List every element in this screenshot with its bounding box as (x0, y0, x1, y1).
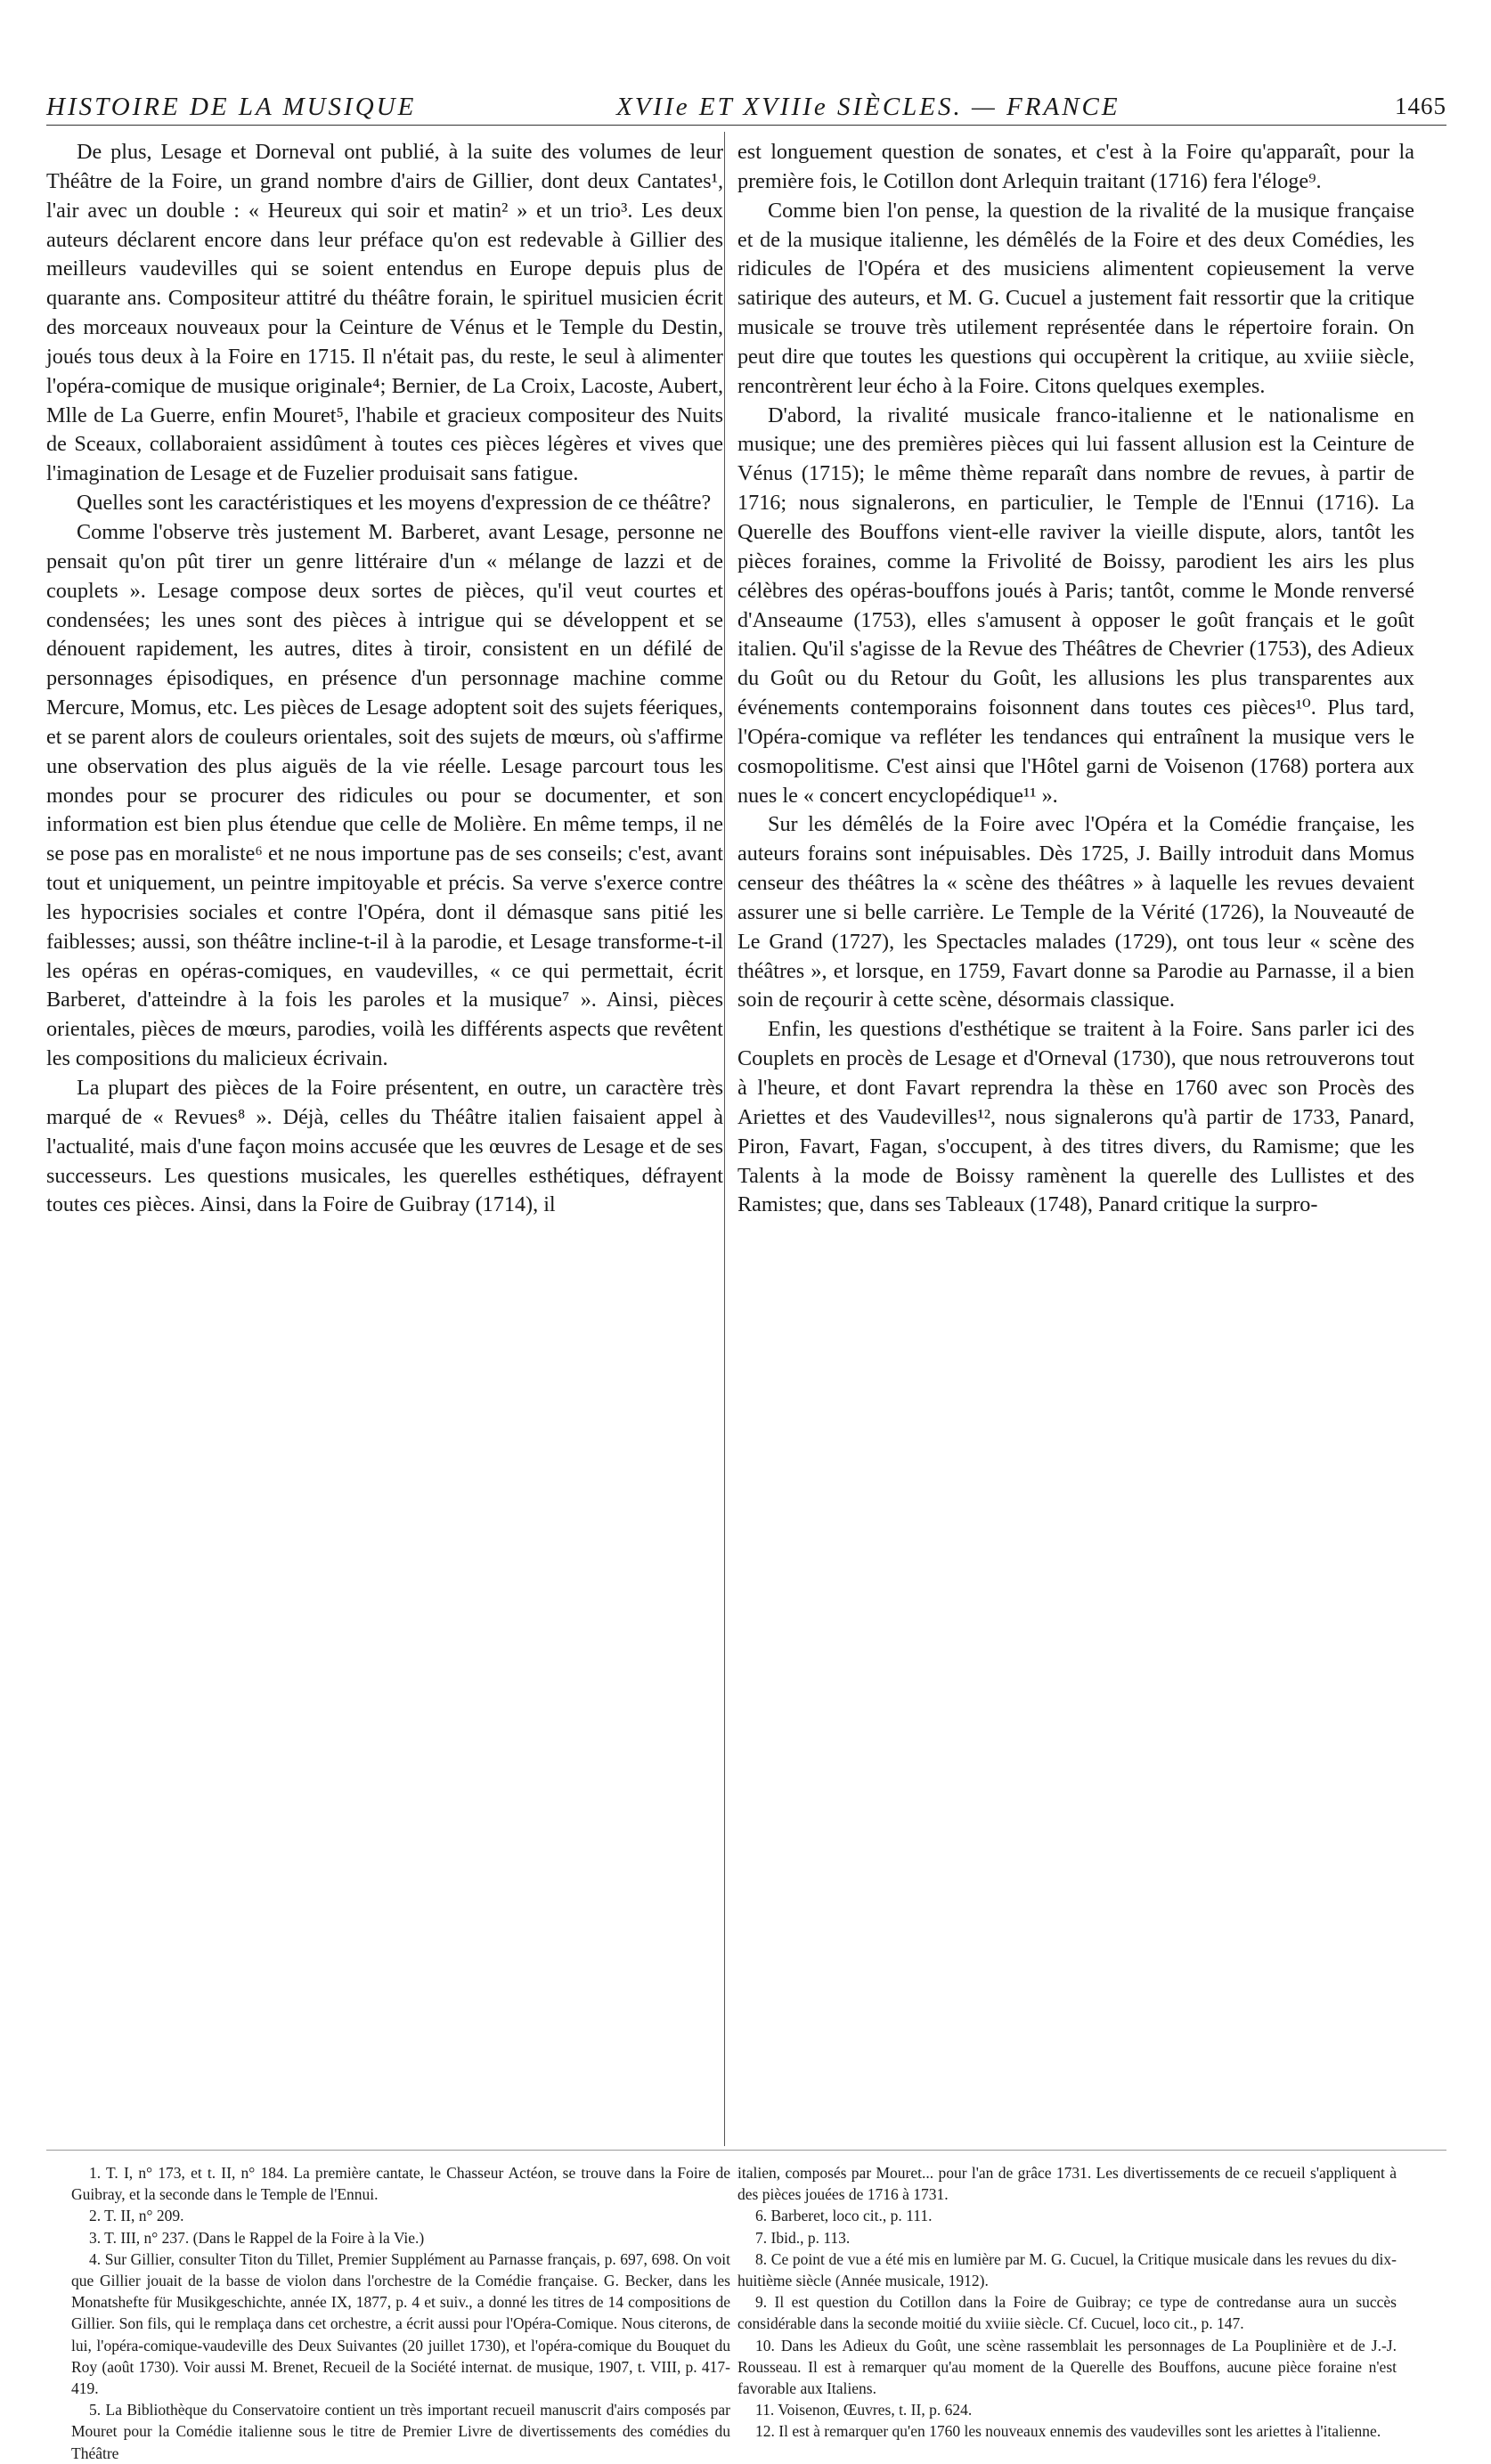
page-number: 1465 (1395, 93, 1446, 119)
paragraph: Quelles sont les caractéristiques et les moyens d'expression de ce théâtre? (77, 491, 712, 516)
header-title: HISTOIRE DE LA MUSIQUE (46, 93, 417, 121)
paragraph: Enfin, les questions d'esthétique se traitent à la Foire. Sans parler ici des Couplets en procès de Lesage et d'Orneval (1730), que nous retrouverons tout à l'heure, et dont Favart reprendra la thèse en 1760 avec son Procès des Ariettes et des Vaudevilles¹², nous signalerons qu'à partir de 1733, Panard, Piron, Favart, Fagan, s'occupent, à des titres divers, du Ramisme; que les Talents à la mode de Boissy ramènent la querelle des Lullistes et des Ramistes; que, dans ses Tableaux (1748), Panard critique la surpro- (737, 1017, 1414, 1217)
footnote: 6. Barberet, loco cit., p. 111. (755, 2207, 933, 2225)
footnote: 10. Dans les Adieux du Goût, une scène rassemblait les personnages de La Pouplinière et de J.-J. Rousseau. Il est à remarquer qu'au moment de la Querelle des Bouffons, aucune pièce foraine n'est favorable aux Italiens. (737, 2336, 1397, 2398)
footnote: 1. T. I, n° 173, et t. II, n° 184. La première cantate, le Chasseur Actéon, se trouve dans la Foire de Guibray, et la seconde dans le Temple de l'Ennui. (71, 2164, 730, 2204)
column-divider (724, 132, 725, 2146)
footnotes-left (71, 2162, 730, 2464)
footnote: 12. Il est à remarquer qu'en 1760 les nouveaux ennemis des vaudevilles sont les ariettes à l'italienne. (755, 2422, 1381, 2441)
footnote: 8. Ce point de vue a été mis en lumière par M. G. Cucuel, la Critique musicale dans les revues du dix-huitième siècle (Année musicale, 1912). (737, 2249, 1397, 2290)
footnote: 7. Ibid., p. 113. (755, 2228, 851, 2247)
paragraph: Sur les démêlés de la Foire avec l'Opéra et la Comédie française, les auteurs forains sont inépuisables. Dès 1725, J. Bailly introduit dans Momus censeur des théâtres la « scène des théâtres » à laquelle les revues devaient assurer une si belle carrière. Le Temple de la Vérité (1726), la Nouveauté de Le Grand (1727), les Spectacles malades (1729), ont tous leur « scène des théâtres », et lorsque, en 1759, Favart donne sa Parodie au Parnasse, il a bien soin de reçourir à cette scène, désormais classique. (737, 812, 1414, 1012)
footnote: 5. La Bibliothèque du Conservatoire contient un très important recueil manuscrit d'airs composés par Mouret pour la Comédie italienne sous le titre de Premier Livre de divertissements des comédies du Théâtre (71, 2401, 730, 2462)
paragraph: est longuement question de sonates, et c'est à la Foire qu'apparaît, pour la première fois, le Cotillon dont Arlequin traitant (1716) fera l'éloge⁹. (737, 140, 1414, 193)
header-rule (46, 125, 1446, 126)
paragraph: Comme bien l'on pense, la question de la rivalité de la musique française et de la musique italienne, les démêlés de la Foire et des deux Comédies, les ridicules de l'Opéra et des musiciens alimentent copieusement la verve satirique des auteurs, et M. G. Cucuel a justement fait ressortir que la critique musicale se trouve très utilement représentée dans le répertoire forain. On peut dire que toutes les questions qui occupèrent la critique, au xviiie siècle, rencontrèrent leur écho à la Foire. Citons quelques exemples. (737, 198, 1414, 398)
header-section: XVIIe ET XVIIIe SIÈCLES. — FRANCE (616, 93, 1120, 121)
footnote: 2. T. II, n° 209. (89, 2207, 184, 2225)
paragraph: De plus, Lesage et Dorneval ont publié, à la suite des volumes de leur Théâtre de la Foire, un grand nombre d'airs de Gillier, dont deux Cantates¹, l'air avec un double : « Heureux qui soir et matin² » et un trio³. Les deux auteurs déclarent encore dans leur préface qu'on est redevable à Gillier des meilleurs vaudevilles qui se soient entendus en Europe depuis plus de quarante ans. Compositeur attitré du théâtre forain, le spirituel musicien écrit des morceaux nouveaux pour la Ceinture de Vénus et le Temple du Destin, joués tous deux à la Foire en 1715. Il n'était pas, du reste, le seul à alimenter l'opéra-comique de musique originale⁴; Bernier, de La Croix, Lacoste, Aubert, Mlle de La Guerre, enfin Mouret⁵, l'habile et gracieux compositeur des Nuits de Sceaux, collaboraient assidûment à toutes ces pièces légères et vives que l'imagination de Lesage et de Fuzelier produisait sans fatigue. (46, 140, 723, 486)
footnote-rule (46, 2150, 1446, 2151)
paragraph: Comme l'observe très justement M. Barberet, avant Lesage, personne ne pensait qu'on pût tirer un genre littéraire d'un « mélange de lazzi et de couplets ». Lesage compose deux sortes de pièces, qu'il veut courtes et condensées; les unes sont des pièces à intrigue qui se développent et se dénouent rapidement, les autres, dites à tiroir, consistent en un défilé de personnages épisodiques, en présence d'un personnage machine comme Mercure, Momus, etc. Les pièces de Lesage adoptent soit des sujets féeriques, et se parent alors de couleurs orientales, soit des sujets de mœurs, où s'affirme une observation des plus aiguës de la vie réelle. Lesage parcourt tous les mondes pour se procurer des ridicules ou pour se documenter, et son information est bien plus étendue que celle de Molière. En même temps, il ne se pose pas en moraliste⁶ et ne nous importune pas de ses conseils; c'est, avant tout et uniquement, un peintre impitoyable et précis. Sa verve s'exerce contre les hypocrisies sociales et contre l'Opéra, dont il démasque sans pitié les faiblesses; aussi, son théâtre incline-t-il à la parodie, et Lesage transforme-t-il les opéras en opéras-comiques, en vaudevilles, « ce qui permettait, écrit Barberet, d'atteindre à la fois les paroles et la musique⁷ ». Ainsi, pièces orientales, pièces de mœurs, parodies, voilà les différents aspects que revêtent les compositions du malicieux écrivain. (46, 519, 723, 1071)
text-column-right (737, 138, 1414, 1220)
footnote: 9. Il est question du Cotillon dans la Foire de Guibray; ce type de contredanse aura un succès considérable dans la seconde moitié du xviiie siècle. Cf. Cucuel, loco cit., p. 147. (737, 2293, 1397, 2333)
footnote: 3. T. III, n° 237. (Dans le Rappel de la Foire à la Vie.) (89, 2228, 425, 2247)
paragraph: La plupart des pièces de la Foire présentent, en outre, un caractère très marqué de « Revues⁸ ». Déjà, celles du Théâtre italien faisaient appel à l'actualité, mais d'une façon moins accusée que les œuvres de Lesage et de ses successeurs. Les questions musicales, les querelles esthétiques, défrayent toutes ces pièces. Ainsi, dans la Foire de Guibray (1714), il (46, 1076, 723, 1217)
footnote: 11. Voisenon, Œuvres, t. II, p. 624. (755, 2401, 973, 2419)
footnotes-right (737, 2162, 1397, 2443)
footnote: italien, composés par Mouret... pour l'an de grâce 1731. Les divertissements de ce recueil s'appliquent à des pièces jouées de 1716 à 1731. (737, 2164, 1397, 2204)
running-header (46, 89, 1446, 125)
text-column-left (46, 138, 723, 1220)
footnote: 4. Sur Gillier, consulter Titon du Tillet, Premier Supplément au Parnasse français, p. 697, 698. On voit que Gillier jouait de la basse de violon dans l'orchestre de la Comédie française. G. Becker, dans les Monatshefte für Musikgeschichte, année IX, 1877, p. 4 et suiv., a donné les titres de 14 compositions de Gillier. Son fils, qui le remplaça dans cet orchestre, a écrit aussi pour l'Opéra-Comique. Nous citerons, de lui, l'opéra-comique-vaudeville des Deux Suivantes (20 juillet 1730), et l'opéra-comique du Bouquet du Roy (août 1730). Voir aussi M. Brenet, Recueil de la Société internat. de musique, 1907, t. VIII, p. 417-419. (71, 2249, 730, 2398)
paragraph: D'abord, la rivalité musicale franco-italienne et le nationalisme en musique; une des premières pièces qui lui fassent allusion est la Ceinture de Vénus (1715); le même thème reparaît dans nombre de revues, à partir de 1716; nous signalerons, en particulier, le Temple de l'Ennui (1716). La Querelle des Bouffons vient-elle raviver la vieille dispute, alors, tantôt les pièces foraines, comme la Frivolité de Boissy, parodient les airs les plus célèbres des opéras-bouffons joués à Paris; tantôt, comme le Monde renversé d'Anseaume (1753), elles s'amusent à opposer le goût français et le goût italien. Qu'il s'agisse de la Revue des Théâtres de Chevrier (1753), des Adieux du Goût ou du Retour du Goût, les allusions les plus transparentes aux événements contemporains foisonnent dans toutes ces pièces¹⁰. Plus tard, l'Opéra-comique va refléter les tendances qui entraînent la musique vers le cosmopolitisme. C'est ainsi que l'Hôtel garni de Voisenon (1768) portera aux nues le « concert encyclopédique¹¹ ». (737, 403, 1414, 808)
